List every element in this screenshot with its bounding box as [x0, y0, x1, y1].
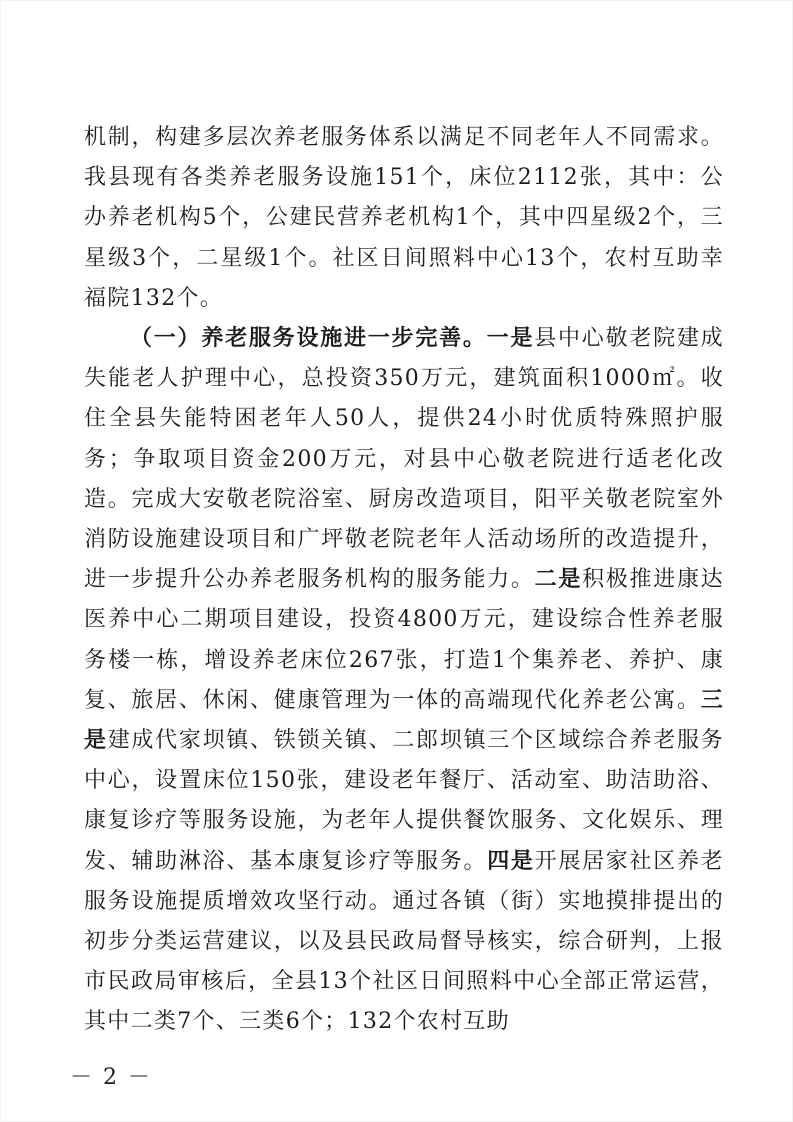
- paragraph-facilities-overview: 机制，构建多层次养老服务体系以满足不同老年人不同需求。我县现有各类养老服务设施151个，床位2112张，其中：公办养老机构5个，公建民营养老机构1个，其中四星级2个，三星级3个，二星级1个。社区日间照料中心13个，农村互助幸福院132个。: [84, 125, 724, 311]
- item-text-first: 县中心敬老院建成失能老人护理中心，总投资350万元，建筑面积1000㎡。收住全县失能特困老年人50人，提供24小时优质特殊照护服务；争取项目资金200万元，对县中心敬老院进行适老化改造。完成大安敬老院浴室、厨房改造项目，阳平关敬老院室外消防设施建设项目和广坪敬老院老年人活动场所的改造提升，进一步提升公办养老服务机构的服务能力。: [84, 326, 724, 593]
- item-label-first: 一是: [486, 326, 535, 352]
- item-text-third: 建成代家坝镇、铁锁关镇、二郎坝镇三个区域综合养老服务中心，设置床位150张，建设老年餐厅、活动室、助洁助浴、康复诊疗等服务设施，为老年人提供餐饮服务、文化娱乐、理发、辅助淋浴、基本康复诊疗等服务。: [84, 728, 724, 874]
- item-label-third: 三是: [84, 687, 724, 754]
- item-label-second: 二是: [534, 567, 583, 593]
- item-text-second: 积极推进康达医养中心二期项目建设，投资4800万元，建设综合性养老服务楼一栋，增设养老床位267张，打造1个集养老、养护、康复、旅居、休闲、健康管理为一体的高端现代化养老公寓。: [84, 567, 724, 713]
- body-text: [84, 118, 724, 1043]
- paragraph-facilities-improvement: [84, 319, 724, 1043]
- item-label-fourth: 四是: [487, 848, 535, 874]
- page-number: － 2 －: [70, 1065, 152, 1090]
- item-text-fourth: 开展居家社区养老服务设施提质增效攻坚行动。通过各镇（街）实地摸排提出的初步分类运营建议，以及县民政局督导核实，综合研判，上报市民政局审核后，全县13个社区日间照料中心全部正常运营，其中二类7个、三类6个；132个农村互助: [84, 848, 724, 1035]
- section-heading: （一）养老服务设施进一步完善。: [130, 326, 487, 352]
